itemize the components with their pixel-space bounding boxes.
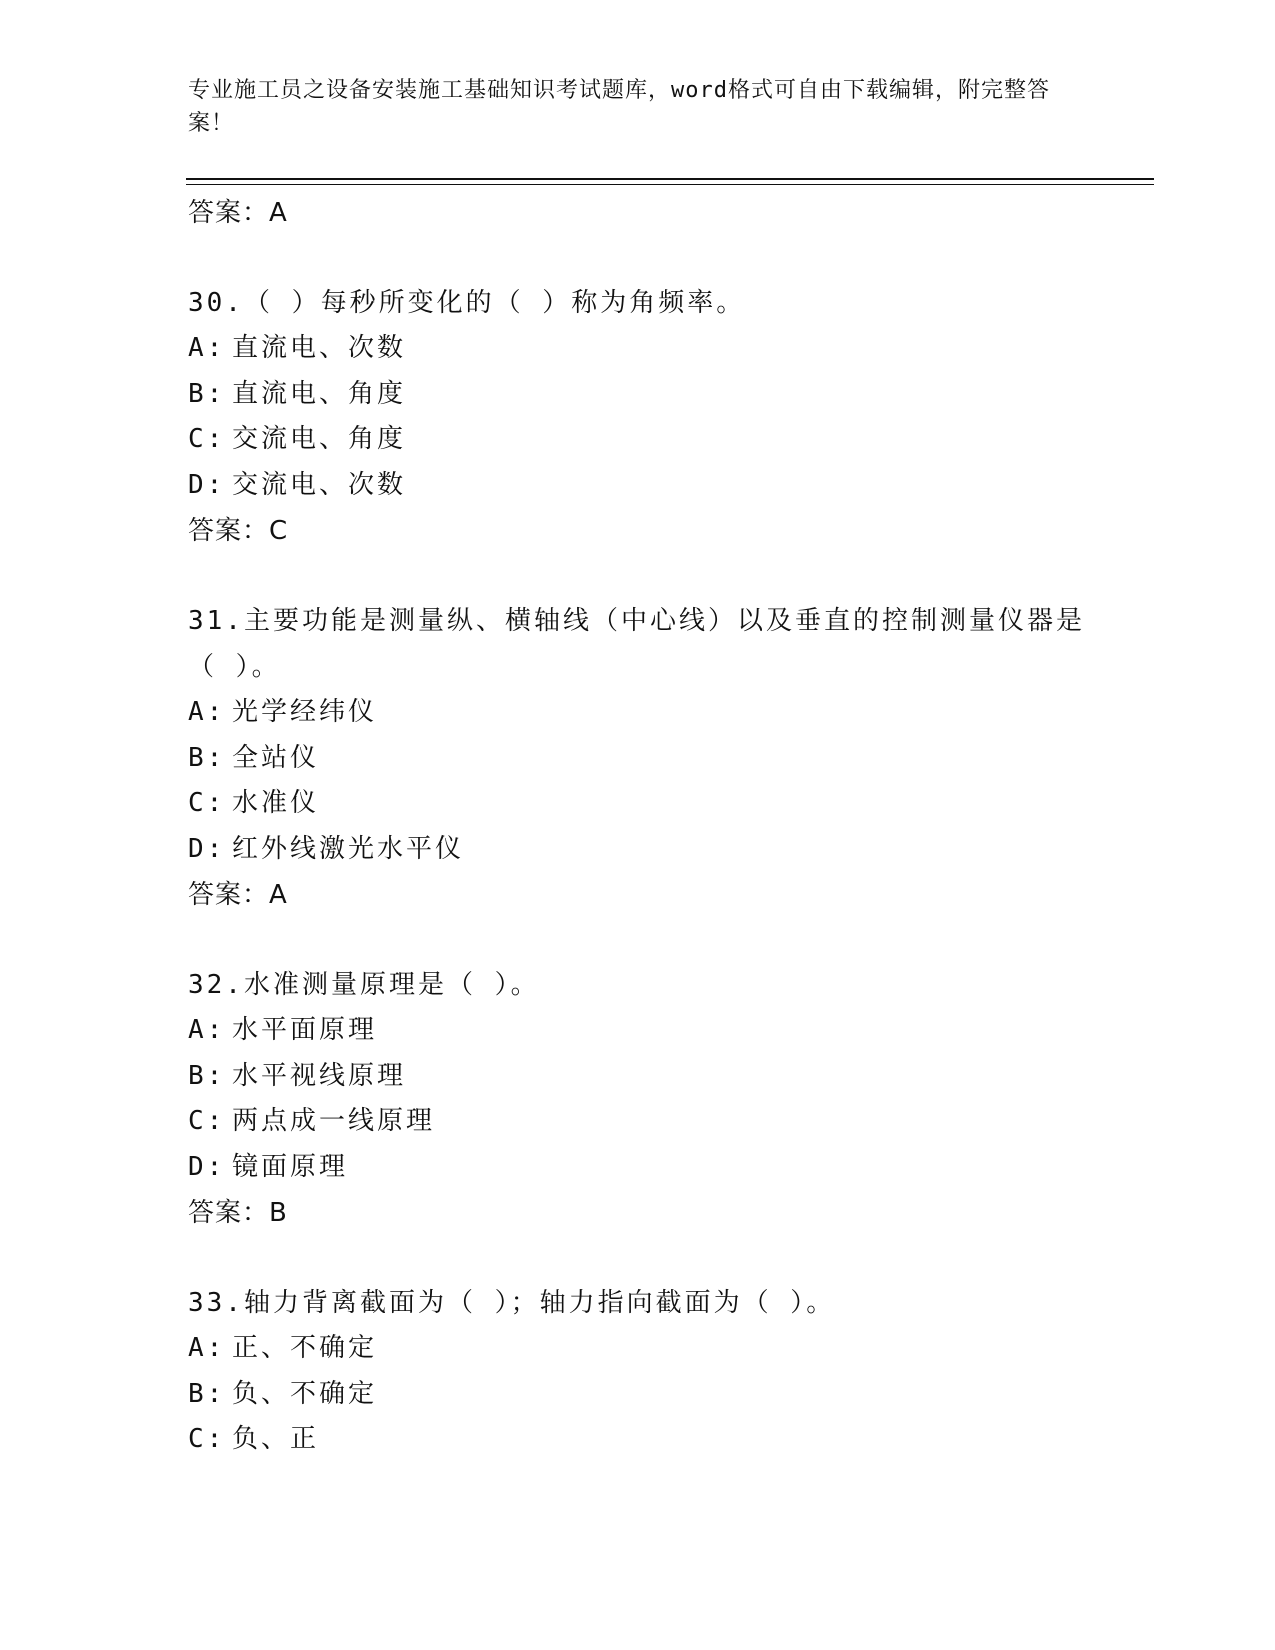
option-letter: C: [188, 1106, 226, 1136]
question-text: 33.轴力背离截面为（ ）；轴力指向截面为（ ）。 [188, 1288, 836, 1318]
option-text: 交流电、角度 [232, 424, 407, 454]
option-d [188, 1145, 1088, 1191]
answer-line: 答案：C [188, 516, 289, 546]
option-a [188, 1008, 1088, 1054]
header-rule-thick [186, 178, 1154, 180]
option-text: 直流电、角度 [232, 378, 407, 409]
question-block [188, 962, 1088, 1236]
option-text: 光学经纬仪 [232, 697, 378, 727]
question-block [188, 280, 1088, 554]
option-text: 直流电、次数 [232, 333, 407, 363]
option-letter: D: [188, 1151, 226, 1182]
option-text: 水平视线原理 [232, 1060, 407, 1091]
option-text: 水准仪 [232, 788, 320, 818]
option-b [188, 736, 1088, 782]
option-text: 红外线激光水平仪 [232, 833, 465, 864]
document-body [188, 190, 1088, 1463]
option-text: 镜面原理 [232, 1151, 349, 1182]
option-letter: A: [188, 697, 226, 727]
answer-line: 答案：A [188, 880, 288, 910]
option-a [188, 1326, 1088, 1372]
option-c [188, 1099, 1088, 1145]
option-d [188, 827, 1088, 873]
option-d [188, 463, 1088, 509]
header-rule-thin [186, 184, 1154, 185]
option-text: 交流电、次数 [232, 469, 407, 500]
option-a [188, 326, 1088, 372]
option-letter: B: [188, 1378, 226, 1409]
question-block [188, 598, 1088, 918]
option-letter: B: [188, 378, 226, 409]
option-letter: C: [188, 1424, 226, 1454]
option-letter: D: [188, 469, 226, 500]
option-letter: A: [188, 1015, 226, 1045]
option-b [188, 372, 1088, 418]
option-text: 正、不确定 [232, 1333, 378, 1363]
answer-line: 答案：A [188, 198, 288, 228]
option-text: 两点成一线原理 [232, 1106, 436, 1136]
option-a [188, 690, 1088, 736]
question-text: 32.水准测量原理是（ ）。 [188, 970, 540, 1000]
option-letter: C: [188, 424, 226, 454]
option-letter: A: [188, 1333, 226, 1363]
question-text: 31.主要功能是测量纵、横轴线（中心线）以及垂直的控制测量仪器是（ ）。 [188, 606, 1085, 682]
answer-line: 答案：B [188, 1198, 288, 1228]
option-c [188, 1417, 1088, 1463]
option-letter: A: [188, 333, 226, 363]
option-text: 负、正 [232, 1424, 320, 1454]
option-c [188, 417, 1088, 463]
document-header: 专业施工员之设备安装施工基础知识考试题库，word格式可自由下载编辑，附完整答案！ [188, 78, 1050, 136]
option-letter: C: [188, 788, 226, 818]
option-text: 负、不确定 [232, 1378, 378, 1409]
option-b [188, 1372, 1088, 1418]
question-text: 30.（ ）每秒所变化的（ ）称为角频率。 [188, 288, 746, 318]
option-text: 全站仪 [232, 742, 320, 773]
option-b [188, 1054, 1088, 1100]
option-text: 水平面原理 [232, 1015, 378, 1045]
option-c [188, 781, 1088, 827]
option-letter: D: [188, 833, 226, 864]
option-letter: B: [188, 742, 226, 773]
question-block [188, 1280, 1088, 1463]
option-letter: B: [188, 1060, 226, 1091]
